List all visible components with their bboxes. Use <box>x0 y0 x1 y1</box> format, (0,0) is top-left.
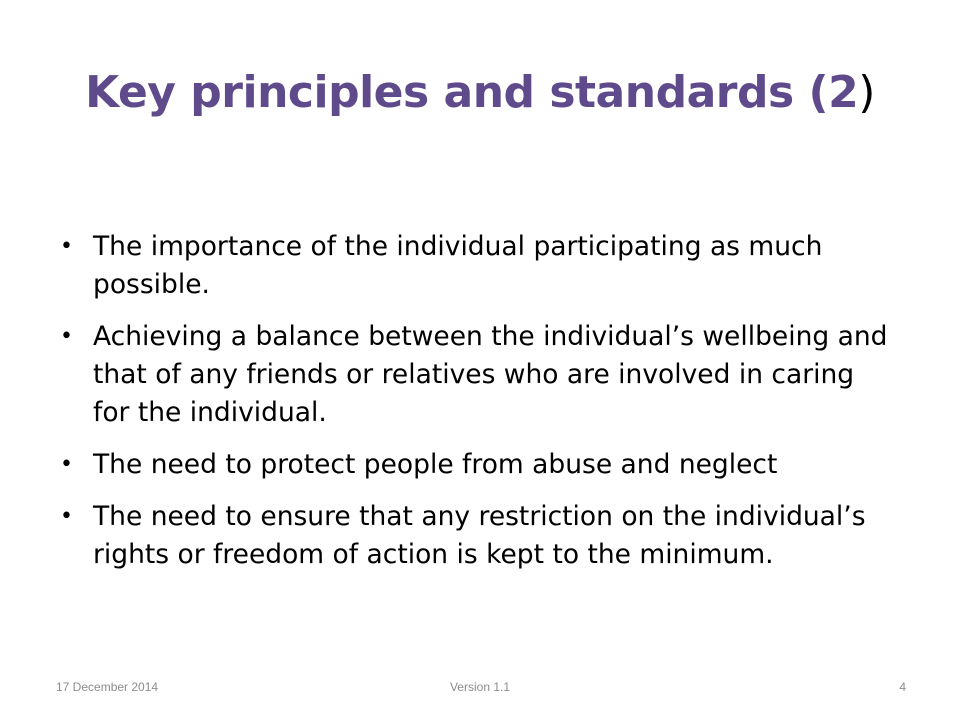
slide-title-text: Key principles and standards (2 <box>85 67 859 118</box>
bullet-item <box>56 446 896 484</box>
bullet-icon: • <box>60 234 73 259</box>
bullet-icon: • <box>60 324 73 349</box>
bullet-text: Achieving a balance between the individual’s wellbeing and that of any friends or relatives who are involved in caring for the individual. <box>93 321 888 428</box>
bullet-item <box>56 498 896 574</box>
bullet-icon: • <box>60 504 73 529</box>
footer-version: Version 1.1 <box>449 680 511 694</box>
bullet-text: The need to protect people from abuse and neglect <box>93 449 778 480</box>
slide-title <box>48 58 912 128</box>
footer-page-number: 4 <box>899 680 906 694</box>
bullet-item <box>56 318 896 432</box>
bullet-list <box>56 228 896 588</box>
footer-date: 17 December 2014 <box>56 680 159 694</box>
bullet-icon: • <box>60 452 73 477</box>
slide-title-close-paren: ) <box>858 67 875 118</box>
bullet-item <box>56 228 896 304</box>
bullet-text: The importance of the individual participating as much possible. <box>93 231 823 300</box>
bullet-text: The need to ensure that any restriction on the individual’s rights or freedom of action is kept to the minimum. <box>93 501 866 570</box>
